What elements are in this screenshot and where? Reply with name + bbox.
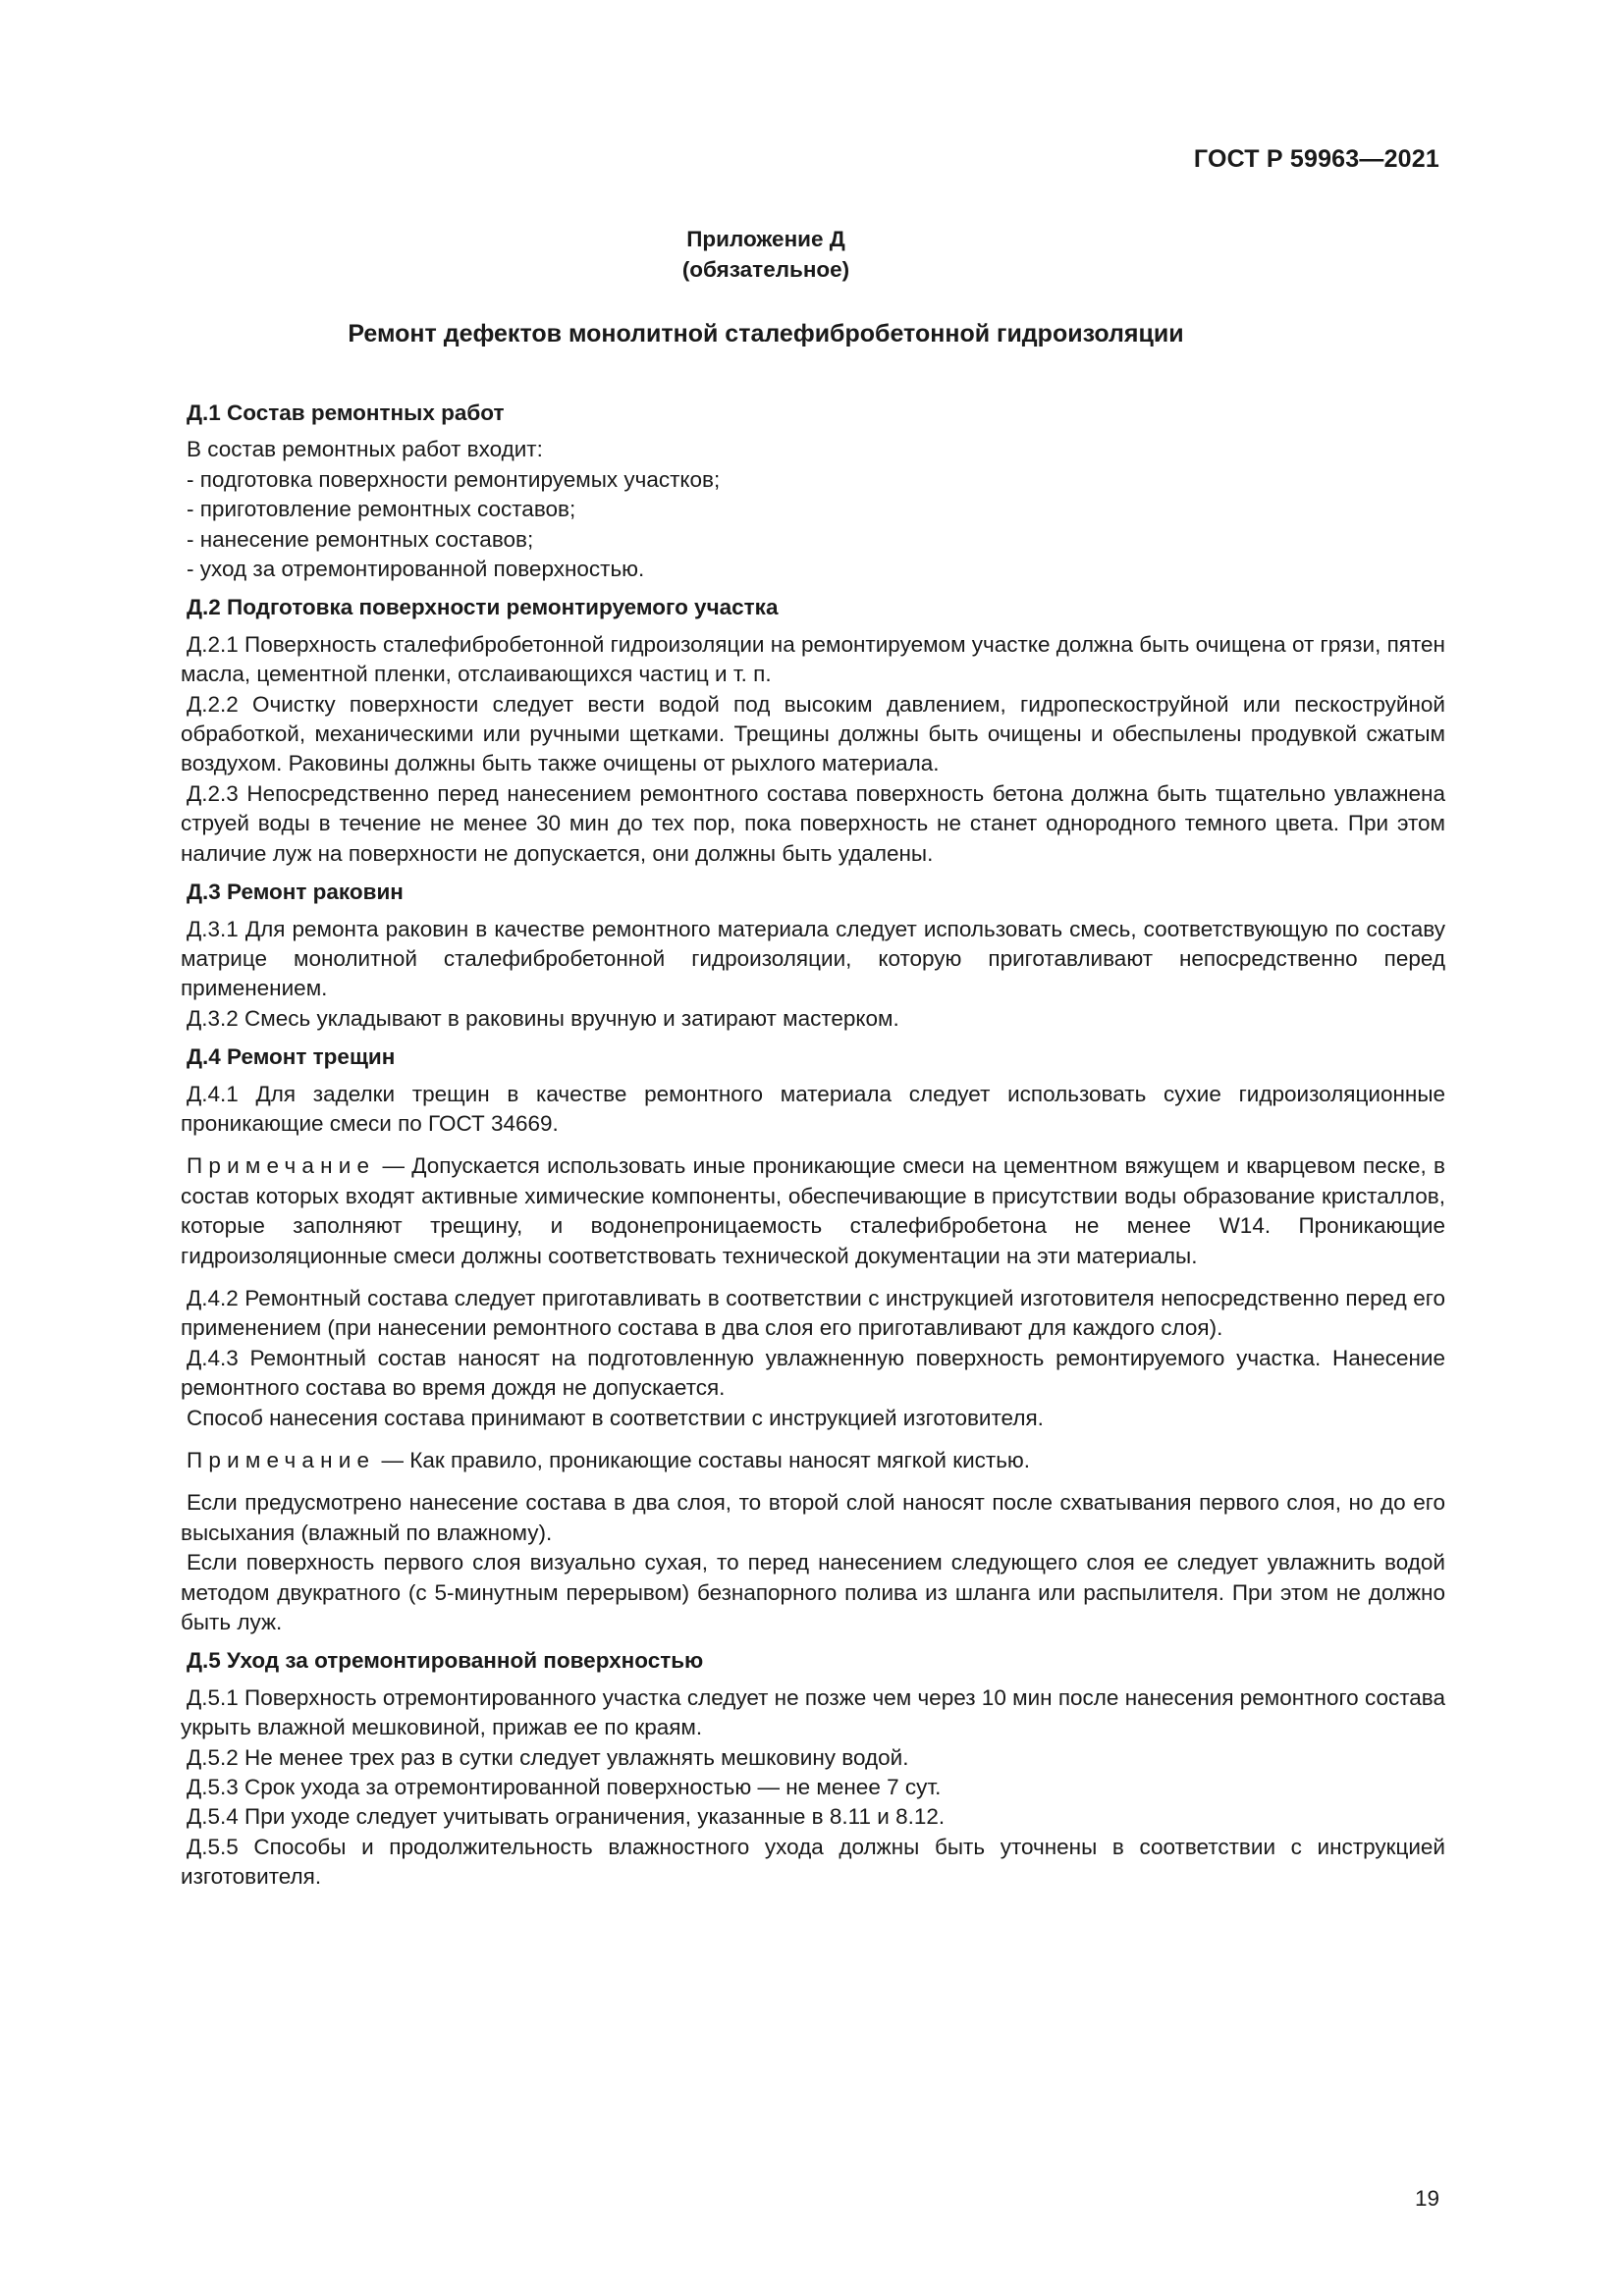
section-heading-d2: Д.2 Подготовка поверхности ремонтируемого участка	[187, 595, 779, 620]
note-d4-2	[181, 1446, 1445, 1475]
section-heading-d3: Д.3 Ремонт раковин	[187, 880, 404, 905]
paragraph-d5-2: Д.5.2 Не менее трех раз в сутки следует увлажнять мешковину водой.	[187, 1744, 909, 1770]
list-item: - приготовление ремонтных составов;	[187, 497, 576, 522]
list-item: - уход за отремонтированной поверхностью.	[187, 557, 645, 582]
paragraph-d3-1: Д.3.1 Для ремонта раковин в качестве ремонтного материала следует использовать смесь, соответствующую по составу матрице монолитной сталефибробетонной гидроизоляции, которую приготавливают непосредственно перед применением.	[181, 916, 1445, 1001]
paragraph-d2-1: Д.2.1 Поверхность сталефибробетонной гидроизоляции на ремонтируемом участке должна быть очищена от грязи, пятен масла, цементной пленки, отслаивающихся частиц и т. п.	[181, 631, 1445, 687]
paragraph-d4-dry-surface: Если поверхность первого слоя визуально сухая, то перед нанесением следующего слоя ее следует увлажнить водой методом двукратного (с 5-минутным перерывом) безнапорного полива из шланга или распылителя. При этом не должно быть луж.	[181, 1550, 1445, 1635]
note-label: Примечание	[187, 1153, 376, 1179]
paragraph-d4-2: Д.4.2 Ремонтный состава следует приготавливать в соответствии с инструкцией изготовителя непосредственно перед его применением (при нанесении ремонтного состава в два слоя его приготавливают для каждого слоя).	[181, 1285, 1445, 1341]
paragraph-d5-5: Д.5.5 Способы и продолжительность влажностного ухода должны быть уточнены в соответствии с инструкцией изготовителя.	[181, 1834, 1445, 1890]
page-number: 19	[1414, 2186, 1439, 2211]
standard-code: ГОСТ Р 59963—2021	[1193, 145, 1439, 173]
appendix-subtitle: (обязательное)	[681, 257, 850, 282]
document-body	[181, 399, 1445, 1893]
page-title: Ремонт дефектов монолитной сталефибробетонной гидроизоляции	[348, 320, 1184, 347]
paragraph-d4-3: Д.4.3 Ремонтный состав наносят на подготовленную увлажненную поверхность ремонтируемого участка. Нанесение ремонтного состава во время дождя не допускается.	[181, 1345, 1445, 1401]
d1-intro: В состав ремонтных работ входит:	[187, 437, 543, 462]
paragraph-d2-2: Д.2.2 Очистку поверхности следует вести водой под высоким давлением, гидропескоструйной или пескоструйной обработкой, механическими или ручными щетками. Трещины должны быть очищены и обеспылены продувкой сжатым воздухом. Раковины должны быть также очищены от рыхлого материала.	[181, 691, 1445, 776]
list-item: - нанесение ремонтных составов;	[187, 526, 534, 552]
note-label: Примечание	[187, 1448, 376, 1472]
note-text: — Как правило, проникающие составы наносят мягкой кистью.	[375, 1448, 1031, 1472]
paragraph-d3-2: Д.3.2 Смесь укладывают в раковины вручную и затирают мастерком.	[187, 1005, 899, 1031]
section-heading-d4: Д.4 Ремонт трещин	[187, 1044, 396, 1070]
paragraph-d4-two-layers: Если предусмотрено нанесение состава в два слоя, то второй слой наносят после схватывания первого слоя, но до его высыхания (влажный по влажному).	[181, 1490, 1445, 1545]
note-d4-1	[181, 1151, 1445, 1271]
section-heading-d1: Д.1 Состав ремонтных работ	[187, 400, 505, 425]
list-item: - подготовка поверхности ремонтируемых участков;	[187, 466, 721, 492]
paragraph-d2-3: Д.2.3 Непосредственно перед нанесением ремонтного состава поверхность бетона должна быть тщательно увлажнена струей воды в течение не менее 30 мин до тех пор, пока поверхность не станет однородного темного цвета. При этом наличие луж на поверхности не допускается, они должны быть удалены.	[181, 780, 1445, 866]
paragraph-d5-3: Д.5.3 Срок ухода за отремонтированной поверхностью — не менее 7 сут.	[187, 1775, 942, 1800]
section-heading-d5: Д.5 Уход за отремонтированной поверхностью	[187, 1648, 704, 1674]
paragraph-d5-1: Д.5.1 Поверхность отремонтированного участка следует не позже чем через 10 мин после нанесения ремонтного состава укрыть влажной мешковиной, прижав ее по краям.	[181, 1684, 1445, 1740]
appendix-header	[0, 224, 1532, 285]
paragraph-d4-1: Д.4.1 Для заделки трещин в качестве ремонтного материала следует использовать сухие гидроизоляционные проникающие смеси по ГОСТ 34669.	[181, 1081, 1445, 1136]
paragraph-d4-method: Способ нанесения состава принимают в соответствии с инструкцией изготовителя.	[187, 1405, 1044, 1430]
paragraph-d5-4: Д.5.4 При уходе следует учитывать ограничения, указанные в 8.11 и 8.12.	[187, 1804, 946, 1830]
note-text: — Допускается использовать иные проникающие смеси на цементном вяжущем и кварцевом песке, в состав которых входят активные химические компоненты, обеспечивающие в присутствии воды образование кристаллов, которые заполняют трещину, и водонепроницаемость сталефибробетона не менее W14. Проникающие гидроизоляционные смеси должны соответствовать технической документации на эти материалы.	[181, 1153, 1445, 1268]
appendix-title: Приложение Д	[686, 227, 845, 251]
